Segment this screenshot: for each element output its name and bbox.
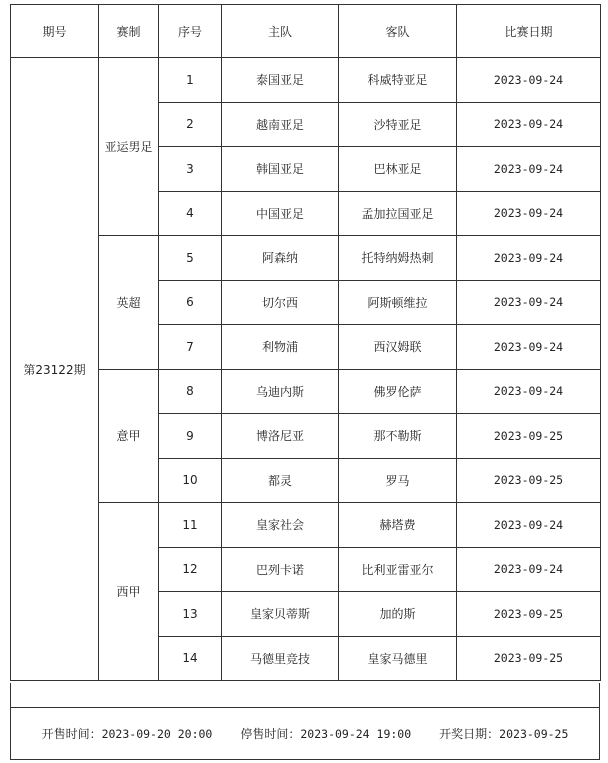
away-team: 加的斯 <box>339 592 457 637</box>
header-row <box>11 5 601 58</box>
table-row <box>11 58 601 103</box>
match-no: 14 <box>159 636 222 681</box>
match-no: 10 <box>159 458 222 503</box>
table-row <box>11 236 601 281</box>
header-league: 赛制 <box>99 5 159 58</box>
header-home: 主队 <box>222 5 339 58</box>
away-team: 托特纳姆热刺 <box>339 236 457 281</box>
home-team: 切尔西 <box>222 280 339 325</box>
match-date: 2023-09-24 <box>457 280 601 325</box>
match-no: 12 <box>159 547 222 592</box>
away-team: 巴林亚足 <box>339 147 457 192</box>
open-time-value: 2023-09-20 20:00 <box>101 726 213 741</box>
sales-info <box>11 707 599 759</box>
match-no: 11 <box>159 503 222 548</box>
league-cell: 西甲 <box>99 503 159 681</box>
match-date: 2023-09-24 <box>457 547 601 592</box>
league-cell: 亚运男足 <box>99 58 159 236</box>
league-cell: 英超 <box>99 236 159 370</box>
match-date: 2023-09-24 <box>457 58 601 103</box>
league-cell: 意甲 <box>99 369 159 503</box>
away-team: 皇家马德里 <box>339 636 457 681</box>
match-date: 2023-09-24 <box>457 369 601 414</box>
away-team: 孟加拉国亚足 <box>339 191 457 236</box>
schedule-table <box>10 4 601 681</box>
match-date: 2023-09-25 <box>457 636 601 681</box>
home-team: 泰国亚足 <box>222 58 339 103</box>
away-team: 科威特亚足 <box>339 58 457 103</box>
home-team: 巴列卡诺 <box>222 547 339 592</box>
match-date: 2023-09-25 <box>457 414 601 459</box>
home-team: 乌迪内斯 <box>222 369 339 414</box>
match-no: 13 <box>159 592 222 637</box>
home-team: 利物浦 <box>222 325 339 370</box>
table-row <box>11 369 601 414</box>
header-no: 序号 <box>159 5 222 58</box>
header-away: 客队 <box>339 5 457 58</box>
home-team: 越南亚足 <box>222 102 339 147</box>
match-date: 2023-09-24 <box>457 102 601 147</box>
home-team: 都灵 <box>222 458 339 503</box>
away-team: 比利亚雷亚尔 <box>339 547 457 592</box>
table-row <box>11 503 601 548</box>
match-no: 4 <box>159 191 222 236</box>
match-no: 5 <box>159 236 222 281</box>
period-cell: 第23122期 <box>11 58 99 681</box>
match-date: 2023-09-24 <box>457 147 601 192</box>
sales-info-footer <box>10 683 600 760</box>
match-no: 3 <box>159 147 222 192</box>
away-team: 佛罗伦萨 <box>339 369 457 414</box>
open-time-label: 开售时间： <box>41 726 102 741</box>
draw-date-value: 2023-09-25 <box>499 726 569 741</box>
home-team: 韩国亚足 <box>222 147 339 192</box>
home-team: 阿森纳 <box>222 236 339 281</box>
draw-date-label: 开奖日期： <box>439 726 500 741</box>
close-time-value: 2023-09-24 19:00 <box>300 726 412 741</box>
match-date: 2023-09-24 <box>457 191 601 236</box>
away-team: 罗马 <box>339 458 457 503</box>
match-date: 2023-09-25 <box>457 458 601 503</box>
close-time <box>240 725 411 742</box>
home-team: 博洛尼亚 <box>222 414 339 459</box>
header-date: 比赛日期 <box>457 5 601 58</box>
close-time-label: 停售时间： <box>240 726 301 741</box>
away-team: 西汉姆联 <box>339 325 457 370</box>
match-no: 2 <box>159 102 222 147</box>
match-no: 7 <box>159 325 222 370</box>
match-no: 9 <box>159 414 222 459</box>
match-date: 2023-09-24 <box>457 503 601 548</box>
home-team: 马德里竞技 <box>222 636 339 681</box>
home-team: 皇家社会 <box>222 503 339 548</box>
match-date: 2023-09-24 <box>457 236 601 281</box>
match-date: 2023-09-25 <box>457 592 601 637</box>
home-team: 中国亚足 <box>222 191 339 236</box>
blank-row <box>11 683 599 708</box>
away-team: 那不勒斯 <box>339 414 457 459</box>
open-time <box>42 725 213 742</box>
match-no: 1 <box>159 58 222 103</box>
away-team: 赫塔费 <box>339 503 457 548</box>
header-period: 期号 <box>11 5 99 58</box>
match-date: 2023-09-24 <box>457 325 601 370</box>
match-no: 8 <box>159 369 222 414</box>
draw-date <box>439 725 568 742</box>
home-team: 皇家贝蒂斯 <box>222 592 339 637</box>
match-no: 6 <box>159 280 222 325</box>
away-team: 阿斯顿维拉 <box>339 280 457 325</box>
away-team: 沙特亚足 <box>339 102 457 147</box>
